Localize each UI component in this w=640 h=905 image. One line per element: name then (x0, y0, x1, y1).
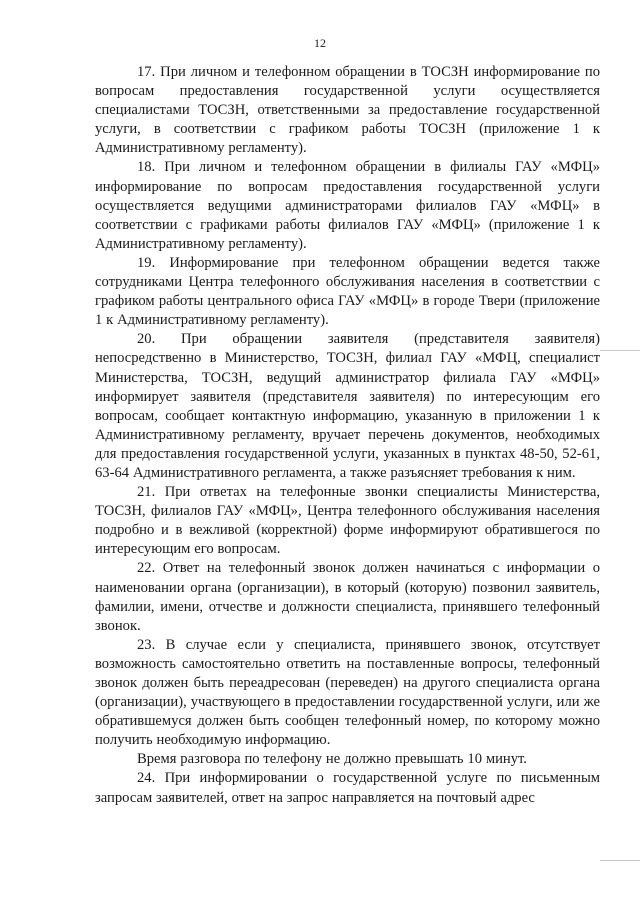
page-number: 12 (314, 36, 326, 50)
paragraph-22: 22. Ответ на телефонный звонок должен начинаться с информации о наименовании органа (организации), в который (которую) позвонил заявитель, фамилии, имени, отчестве и должности специалиста, принявшего телефонный звонок. (95, 560, 600, 634)
scan-edge-mark (600, 350, 640, 351)
paragraph-23: 23. В случае если у специалиста, принявшего звонок, отсутствует возможность самостоятельно ответить на поставленные вопросы, телефонный звонок должен быть переадресован (переведен) на другого специалиста органа (организации), участвующего в предоставлении государственной услуги, или же обратившемуся должен быть сообщен телефонный номер, по которому можно получить необходимую информацию. (95, 636, 600, 749)
paragraph-21: 21. При ответах на телефонные звонки специалисты Министерства, ТОСЗН, филиалов ГАУ «МФЦ», Центра телефонного обслуживания населения подробно и в вежливой (корректной) форме информируют обратившегося по интересующим его вопросам. (95, 484, 600, 558)
paragraph-call-duration: Время разговора по телефону не должно превышать 10 минут. (137, 751, 527, 768)
document-body (95, 63, 600, 808)
paragraph-24: 24. При информировании о государственной услуге по письменным запросам заявителей, ответ на запрос направляется на почтовый адрес (95, 770, 600, 806)
paragraph-17: 17. При личном и телефонном обращении в ТОСЗН информирование по вопросам предоставления государственной услуги осуществляется специалистами ТОСЗН, ответственными за предоставление государственной услуги, в соответствии с графиком работы ТОСЗН (приложение 1 к Административному регламенту). (95, 64, 600, 157)
scan-edge-mark (600, 860, 640, 861)
paragraph-20: 20. При обращении заявителя (представителя заявителя) непосредственно в Министерство, ТОСЗН, филиал ГАУ «МФЦ, специалист Министерства, ТОСЗН, ведущий администратор филиала ГАУ «МФЦ» информирует заявителя (представителя заявителя) по интересующим его вопросам, сообщает контактную информацию, указанную в приложении 1 к Административному регламенту, вручает перечень документов, необходимых для предоставления государственной услуги, указанных в пунктах 48-50, 52-61, 63-64 Административного регламента, а также разъясняет требования к ним. (95, 331, 600, 481)
paragraph-19: 19. Информирование при телефонном обращении ведется также сотрудниками Центра телефонного обслуживания населения в соответствии с графиком работы центрального офиса ГАУ «МФЦ» в городе Твери (приложение 1 к Административному регламенту). (95, 254, 600, 329)
paragraph-18: 18. При личном и телефонном обращении в филиалы ГАУ «МФЦ» информирование по вопросам предоставления государственной услуги осуществляется ведущими администраторами филиалов ГАУ «МФЦ» в соответствии с графиками работы филиалов ГАУ «МФЦ» (приложение 1 к Административному регламенту). (95, 159, 600, 252)
